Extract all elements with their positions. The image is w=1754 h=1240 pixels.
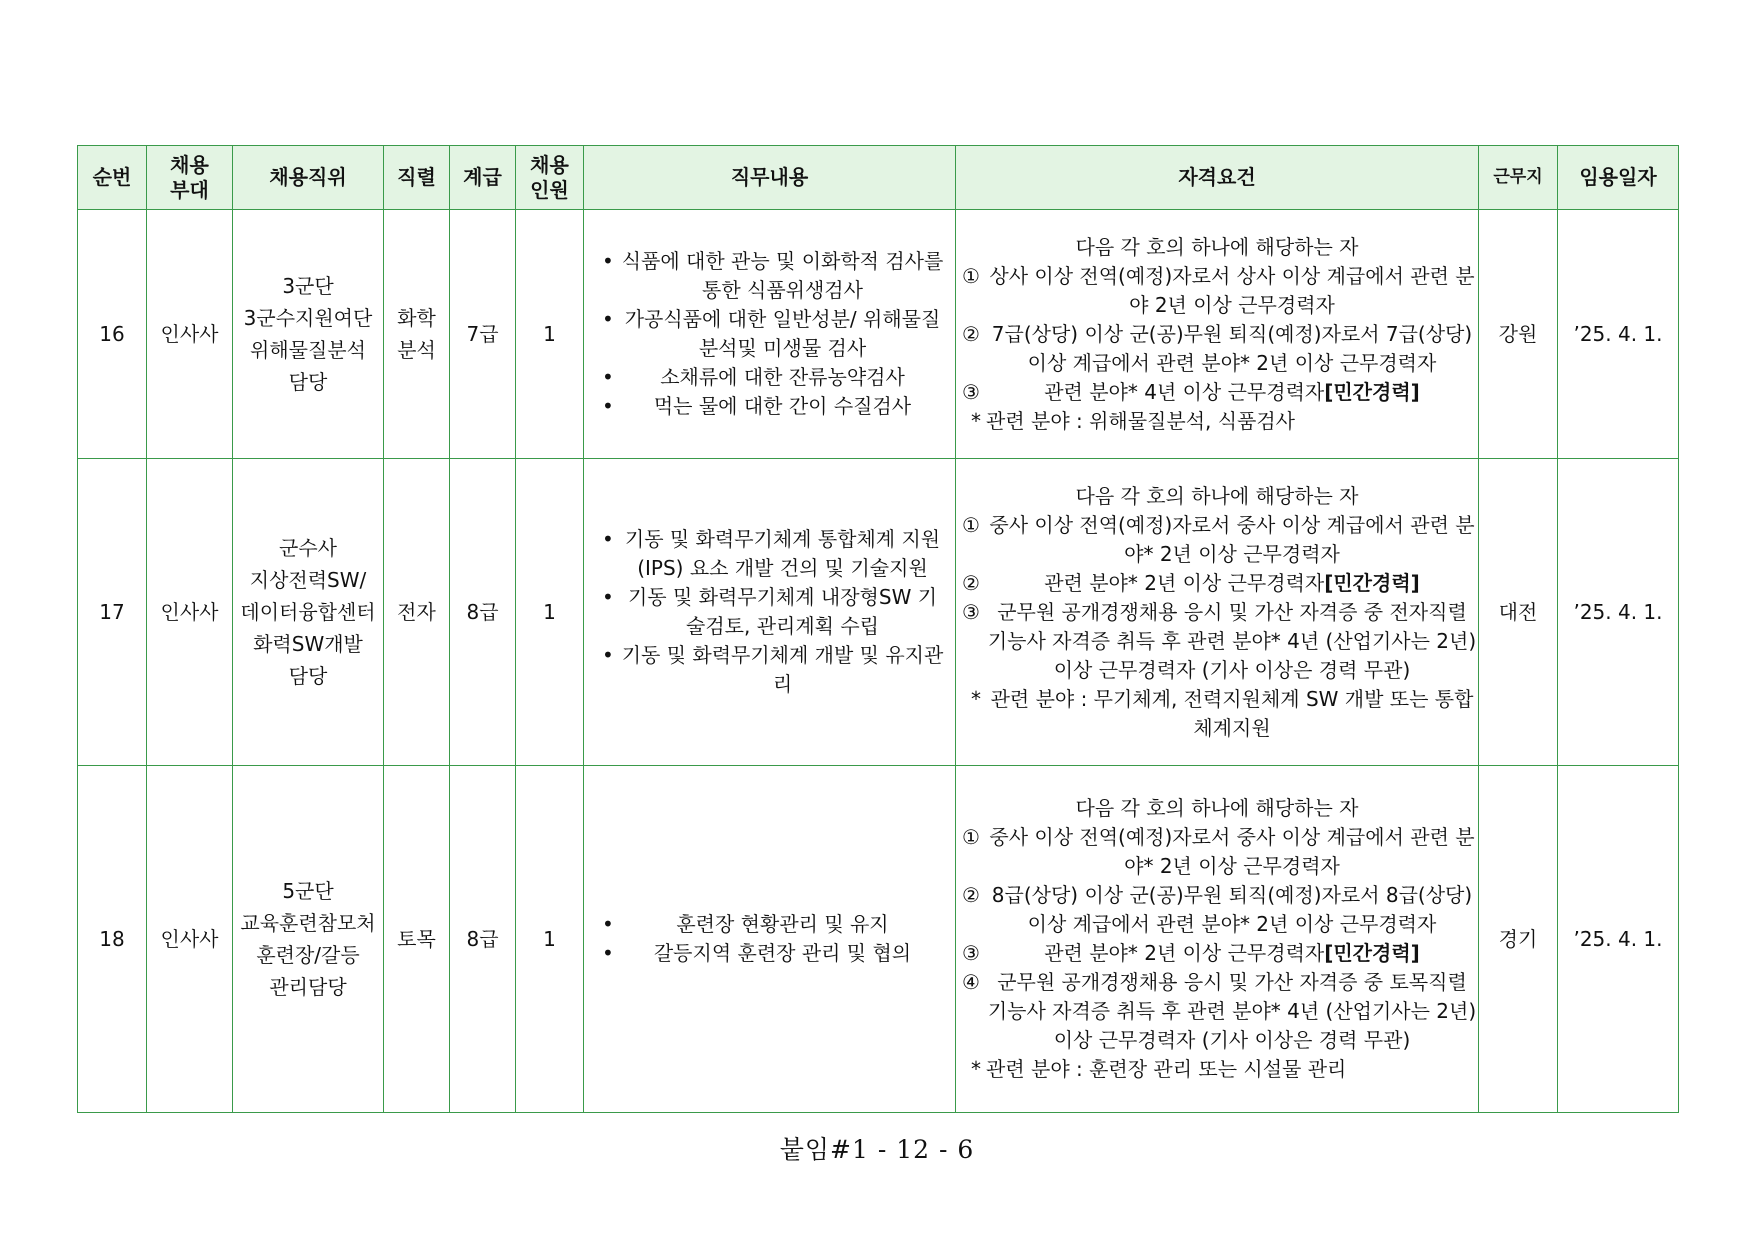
page-footer: 붙임#1 - 12 - 6 <box>779 1135 975 1164</box>
qualification-item <box>956 968 1478 1055</box>
note-text: 관련 분야 : 무기체계, 전력지원체계 SW 개발 또는 통합체계지원 <box>990 686 1474 740</box>
qualification-text: 관련 분야* 4년 이상 근무경력자 <box>1044 379 1325 404</box>
work-location: 강원 <box>1479 210 1558 459</box>
qualification-number: ① <box>962 263 980 288</box>
job-grade: 8급 <box>450 766 516 1113</box>
recruiting-unit: 인사사 <box>147 210 233 459</box>
header-row <box>78 146 1679 210</box>
qualification-item <box>956 598 1478 685</box>
header-series: 직렬 <box>384 146 450 210</box>
qualification-content <box>956 459 1479 766</box>
qualification-number: ② <box>962 570 980 595</box>
qualification-text: 중사 이상 전역(예정)자로서 중사 이상 계급에서 관련 분야* 2년 이상 근무경력자 <box>989 512 1475 566</box>
qualification-number: ④ <box>962 970 980 994</box>
qualification-number: ② <box>962 321 980 346</box>
qualification-item <box>956 378 1478 407</box>
row-number: 16 <box>78 210 147 459</box>
qualification-item <box>956 881 1478 939</box>
job-series: 전자 <box>384 459 450 766</box>
qualification-content <box>956 210 1479 459</box>
duty-item: • 먹는 물에 대한 간이 수질검사 <box>602 392 945 421</box>
recruitment-table <box>77 145 1679 1113</box>
work-location: 대전 <box>1479 459 1558 766</box>
duty-item: • 기동 및 화력무기체계 통합체계 지원(IPS) 요소 개발 건의 및 기술지원 <box>602 525 945 583</box>
recruit-position: 5군단 교육훈련참모처 훈련장/갈등 관리담당 <box>233 766 384 1113</box>
qualification-text: 관련 분야* 2년 이상 근무경력자 <box>1044 941 1325 965</box>
duty-content <box>584 459 956 766</box>
qualification-item <box>956 262 1478 320</box>
asterisk-icon: * <box>971 686 981 711</box>
qualification-content <box>956 766 1479 1113</box>
row-number: 18 <box>78 766 147 1113</box>
appointment-date: ’25. 4. 1. <box>1558 210 1679 459</box>
qualification-number: ③ <box>962 941 980 965</box>
header-duty: 직무내용 <box>584 146 956 210</box>
header-position: 채용직위 <box>233 146 384 210</box>
header-qualification: 자격요건 <box>956 146 1479 210</box>
header-dept: 채용 부대 <box>147 146 233 210</box>
qualification-text: 중사 이상 전역(예정)자로서 중사 이상 계급에서 관련 분야* 2년 이상 근무경력자 <box>989 825 1475 878</box>
duty-item: • 갈등지역 훈련장 관리 및 협의 <box>602 939 945 968</box>
duty-content <box>584 766 956 1113</box>
qualification-number: ① <box>962 825 980 849</box>
recruiting-unit: 인사사 <box>147 766 233 1113</box>
qualification-item <box>956 320 1478 378</box>
recruit-position: 3군단 3군수지원여단 위해물질분석 담당 <box>233 210 384 459</box>
job-series: 화학 분석 <box>384 210 450 459</box>
job-grade: 8급 <box>450 459 516 766</box>
qualification-text: 군무원 공개경쟁채용 응시 및 가산 자격증 중 토목직렬 기능사 자격증 취득 후 관련 분야* 4년 (산업기사는 2년) 이상 근무경력자 (기사 이상은 경력 무관) <box>987 970 1477 1052</box>
hire-count: 1 <box>516 210 584 459</box>
duty-item: • 훈련장 현황관리 및 유지 <box>602 910 945 939</box>
qualification-number: ③ <box>962 599 980 624</box>
appointment-date: ’25. 4. 1. <box>1558 459 1679 766</box>
job-grade: 7급 <box>450 210 516 459</box>
duty-item: • 가공식품에 대한 일반성분/ 위해물질 분석및 미생물 검사 <box>602 305 945 363</box>
civilian-career-tag: [민간경력] <box>1324 379 1420 404</box>
header-count: 채용 인원 <box>516 146 584 210</box>
qualification-text: 8급(상당) 이상 군(공)무원 퇴직(예정)자로서 8급(상당) 이상 계급에서 관련 분야* 2년 이상 근무경력자 <box>991 883 1473 936</box>
qualification-note <box>956 1055 1478 1084</box>
qualification-text: 7급(상당) 이상 군(공)무원 퇴직(예정)자로서 7급(상당) 이상 계급에서 관련 분야* 2년 이상 근무경력자 <box>991 321 1473 375</box>
duty-item: • 식품에 대한 관능 및 이화학적 검사를 통한 식품위생검사 <box>602 247 945 305</box>
header-date: 임용일자 <box>1558 146 1679 210</box>
recruit-position: 군수사 지상전력SW/ 데이터융합센터 화력SW개발 담당 <box>233 459 384 766</box>
qualification-note <box>956 407 1478 436</box>
qualification-item <box>956 823 1478 881</box>
row-number: 17 <box>78 459 147 766</box>
job-series: 토목 <box>384 766 450 1113</box>
qualification-lead: 다음 각 호의 하나에 해당하는 자 <box>1075 483 1359 508</box>
duty-item: • 기동 및 화력무기체계 내장형SW 기술검토, 관리계획 수립 <box>602 583 945 641</box>
header-grade: 계급 <box>450 146 516 210</box>
qualification-text: 군무원 공개경쟁채용 응시 및 가산 자격증 중 전자직렬 기능사 자격증 취득 후 관련 분야* 4년 (산업기사는 2년)이상 근무경력자 (기사 이상은 경력 무관) <box>987 599 1477 682</box>
asterisk-icon: * <box>971 408 981 433</box>
table-row <box>78 210 1679 459</box>
duty-item: • 기동 및 화력무기체계 개발 및 유지관리 <box>602 641 945 699</box>
duty-content <box>584 210 956 459</box>
duty-item: • 소채류에 대한 잔류농약검사 <box>602 363 945 392</box>
table-row <box>78 459 1679 766</box>
qualification-item <box>956 569 1478 598</box>
qualification-lead: 다음 각 호의 하나에 해당하는 자 <box>1075 796 1359 820</box>
qualification-lead: 다음 각 호의 하나에 해당하는 자 <box>1075 234 1359 259</box>
note-text: 관련 분야 : 훈련장 관리 또는 시설물 관리 <box>986 1057 1347 1081</box>
note-text: 관련 분야 : 위해물질분석, 식품검사 <box>986 408 1296 433</box>
hire-count: 1 <box>516 459 584 766</box>
header-no: 순번 <box>78 146 147 210</box>
asterisk-icon: * <box>971 1057 981 1081</box>
table-row <box>78 766 1679 1113</box>
qualification-number: ② <box>962 883 980 907</box>
appointment-date: ’25. 4. 1. <box>1558 766 1679 1113</box>
qualification-item <box>956 511 1478 569</box>
civilian-career-tag: [민간경력] <box>1324 570 1420 595</box>
civilian-career-tag: [민간경력] <box>1324 941 1420 965</box>
qualification-number: ① <box>962 512 980 537</box>
qualification-text: 관련 분야* 2년 이상 근무경력자 <box>1044 570 1325 595</box>
recruiting-unit: 인사사 <box>147 459 233 766</box>
qualification-item <box>956 939 1478 968</box>
hire-count: 1 <box>516 766 584 1113</box>
qualification-number: ③ <box>962 379 980 404</box>
work-location: 경기 <box>1479 766 1558 1113</box>
qualification-text: 상사 이상 전역(예정)자로서 상사 이상 계급에서 관련 분야 2년 이상 근무경력자 <box>989 263 1475 317</box>
header-location: 근무지 <box>1479 146 1558 210</box>
qualification-note <box>956 685 1478 743</box>
